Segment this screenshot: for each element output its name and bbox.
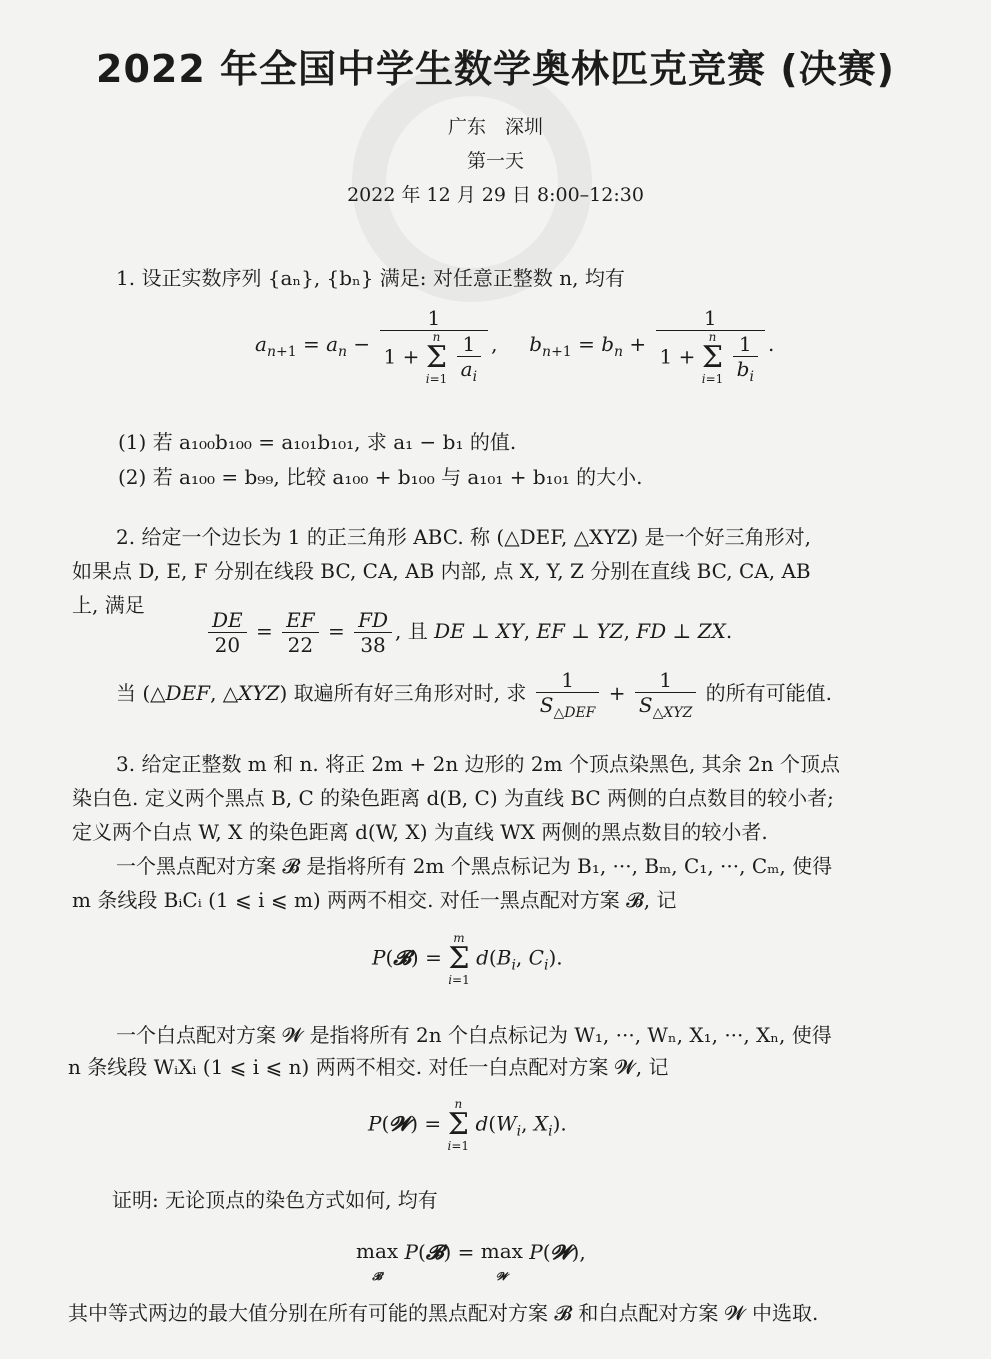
p3-line1: 3. 给定正整数 m 和 n. 将正 2m + 2n 边形的 2m 个顶点染黑色, 其余 2n 个顶点 — [116, 752, 840, 776]
p1-formula: $a_{n+1} = a_n$ − 1 1 + n Σ i=1 $\frac{1}{a_i}$ , $b_{n+1} = b_n$ + 1 1 + n Σ i=1 $\frac{1}{b_i}$ . — [255, 306, 775, 386]
p1-part1: (1) 若 a₁₀₀b₁₀₀ = a₁₀₁b₁₀₁, 求 a₁ − b₁ 的值. — [118, 430, 517, 454]
p3-line9: 其中等式两边的最大值分别在所有可能的黑点配对方案 𝓑 和白点配对方案 𝓦 中选取. — [68, 1301, 819, 1325]
p3-line7: n 条线段 WᵢXᵢ (1 ⩽ i ⩽ n) 两两不相交. 对任一白点配对方案 𝓦, 记 — [68, 1055, 669, 1079]
p3-line5: m 条线段 BᵢCᵢ (1 ⩽ i ⩽ m) 两两不相交. 对任一黑点配对方案 𝓑, 记 — [72, 888, 677, 912]
p3-formula-w: P(𝓦) = n Σ i=1 $d(W_i$, $X_i$). — [368, 1097, 567, 1153]
p1-intro: 1. 设正实数序列 {aₙ}, {bₙ} 满足: 对任意正整数 n, 均有 — [116, 266, 625, 290]
p3-formula-max: max 𝓑 P(𝓑) = max 𝓦 P(𝓦), — [356, 1239, 586, 1283]
p3-line8: 证明: 无论顶点的染色方式如何, 均有 — [112, 1188, 438, 1212]
p2-line1: 2. 给定一个边长为 1 的正三角形 ABC. 称 (△DEF, △XYZ) 是一个好三角形对, — [116, 525, 811, 549]
location: 广东 深圳 — [447, 116, 543, 138]
p3-line4: 一个黑点配对方案 𝓑 是指将所有 2m 个黑点标记为 B₁, ···, Bₘ, C₁, ···, Cₘ, 使得 — [116, 854, 833, 878]
p1-part2: (2) 若 a₁₀₀ = b₉₉, 比较 a₁₀₀ + b₁₀₀ 与 a₁₀₁ + b₁₀₁ 的大小. — [118, 465, 643, 489]
p2-line2: 如果点 D, E, F 分别在线段 BC, CA, AB 内部, 点 X, Y, Z 分别在直线 BC, CA, AB — [72, 559, 811, 583]
p3-formula-b: P(𝓑) = m Σ i=1 $d(B_i$, $C_i$). — [372, 931, 563, 987]
p3-line6: 一个白点配对方案 𝓦 是指将所有 2n 个白点标记为 W₁, ···, Wₙ, X₁, ···, Xₙ, 使得 — [116, 1023, 832, 1047]
day-label: 第一天 — [466, 150, 524, 172]
p3-line2: 染白色. 定义两个黑点 B, C 的染色距离 d(B, C) 为直线 BC 两侧的白点数目的较小者; — [72, 786, 834, 810]
p2-question: 当 (△DEF, △XYZ) 取遍所有好三角形对时, 求 $\frac{1}{S_{\triangle DEF}}$ + $\frac{1}{S_{\triangle XYZ}}$ 的所有可能值. — [116, 668, 833, 721]
exam-datetime: 2022 年 12 月 29 日 8:00–12:30 — [347, 184, 644, 206]
p3-line3: 定义两个白点 W, X 的染色距离 d(W, X) 为直线 WX 两侧的黑点数目的较小者. — [72, 820, 768, 844]
p2-line3: 上, 满足 — [72, 593, 145, 617]
p2-formula: $\frac{DE}{20}$ = $\frac{EF}{22}$ = $\frac{FD}{38}$ , 且 DE ⊥ XY, EF ⊥ YZ, FD ⊥ ZX. — [205, 608, 732, 657]
page-title: 2022 年全国中学生数学奥林匹克竞赛 (决赛) — [96, 47, 895, 91]
